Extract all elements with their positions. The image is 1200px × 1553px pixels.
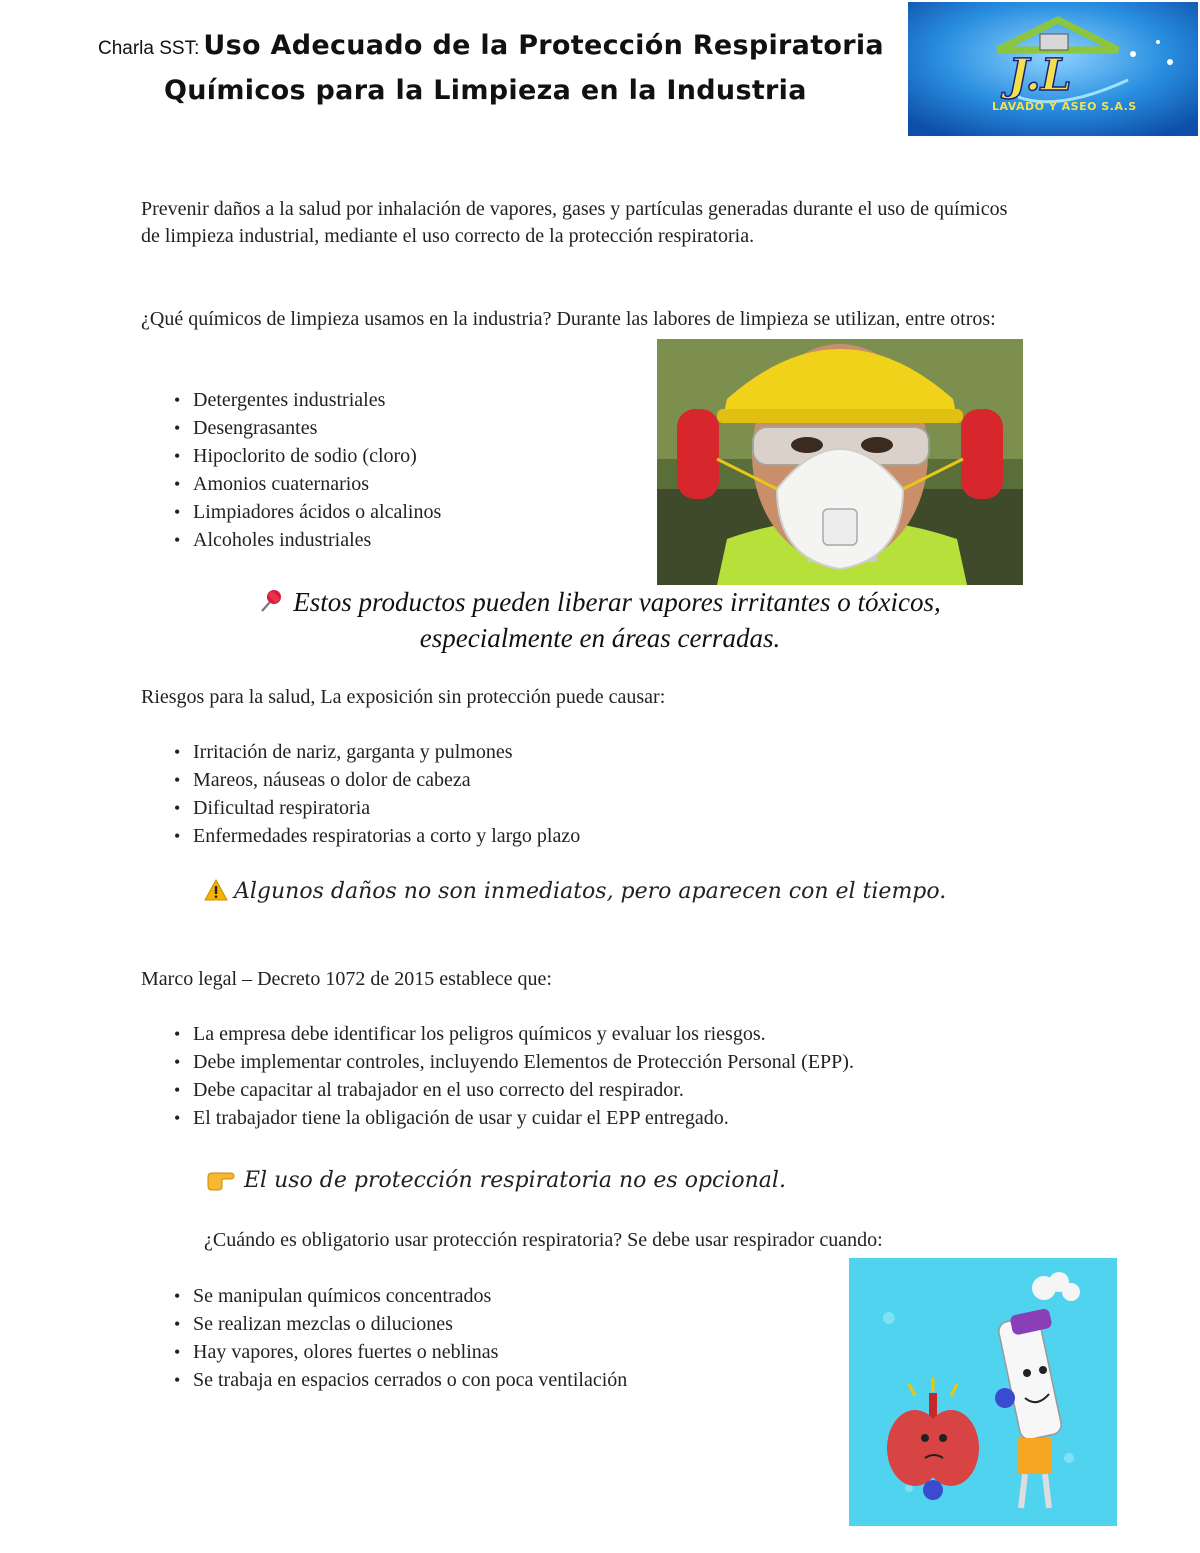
legal-list bbox=[141, 1020, 1041, 1132]
callout-text-1: Estos productos pueden liberar vapores irritantes o tóxicos, bbox=[293, 587, 941, 617]
risks-list bbox=[141, 738, 841, 850]
worker-respirator-photo bbox=[657, 339, 1023, 585]
list-item: • Amonios cuaternarios bbox=[141, 470, 641, 498]
list-item: • Irritación de nariz, garganta y pulmones bbox=[141, 738, 841, 766]
list-item: • La empresa debe identificar los peligros químicos y evaluar los riesgos. bbox=[141, 1020, 1041, 1048]
list-item: • Se realizan mezclas o diluciones bbox=[141, 1310, 821, 1338]
chemicals-list bbox=[141, 386, 641, 554]
logo-letters: J.L bbox=[1008, 50, 1072, 101]
risks-intro: Riesgos para la salud, La exposición sin protección puede causar: bbox=[141, 686, 666, 708]
list-item: • Debe capacitar al trabajador en el uso correcto del respirador. bbox=[141, 1076, 1041, 1104]
list-item: • Hipoclorito de sodio (cloro) bbox=[141, 442, 641, 470]
warning-icon bbox=[204, 879, 228, 901]
page-subtitle: Químicos para la Limpieza en la Industria bbox=[164, 75, 807, 106]
list-item: • Dificultad respiratoria bbox=[141, 794, 841, 822]
callout-text-3: El uso de protección respiratoria no es opcional. bbox=[244, 1168, 786, 1193]
list-item: • Hay vapores, olores fuertes o neblinas bbox=[141, 1338, 821, 1366]
worker-photo-illustration bbox=[657, 339, 1023, 585]
cartoon-illustration bbox=[849, 1258, 1117, 1526]
when-intro: ¿Cuándo es obligatorio usar protección respiratoria? Se debe usar respirador cuando: bbox=[204, 1229, 883, 1251]
title-line-1 bbox=[98, 30, 884, 61]
company-logo bbox=[908, 2, 1198, 136]
chemicals-intro: ¿Qué químicos de limpieza usamos en la industria? Durante las labores de limpieza se utilizan, entre otros: bbox=[141, 308, 996, 330]
pushpin-icon bbox=[259, 588, 285, 614]
objective-paragraph: Prevenir daños a la salud por inhalación de vapores, gases y partículas generadas durante el uso de químicos de limpieza industrial, mediante el uso correcto de la protección respiratoria. bbox=[141, 198, 1008, 247]
callout-line-2: especialmente en áreas cerradas. bbox=[419, 623, 781, 653]
list-item: • El trabajador tiene la obligación de usar y cuidar el EPP entregado. bbox=[141, 1104, 1041, 1132]
list-item: • Limpiadores ácidos o alcalinos bbox=[141, 498, 641, 526]
list-item: • Mareos, náuseas o dolor de cabeza bbox=[141, 766, 841, 794]
list-item: • Alcoholes industriales bbox=[141, 526, 641, 554]
list-item: • Detergentes industriales bbox=[141, 386, 641, 414]
mandatory-protection-callout bbox=[206, 1167, 1006, 1193]
list-item: • Enfermedades respiratorias a corto y largo plazo bbox=[141, 822, 841, 850]
list-item: • Se trabaja en espacios cerrados o con poca ventilación bbox=[141, 1366, 821, 1394]
pointing-hand-icon bbox=[206, 1167, 236, 1191]
list-item: • Desengrasantes bbox=[141, 414, 641, 442]
logo-text: LAVADO Y ASEO S.A.S bbox=[992, 100, 1137, 113]
list-item: • Debe implementar controles, incluyendo Elementos de Protección Personal (EPP). bbox=[141, 1048, 1041, 1076]
callout-line-1 bbox=[160, 584, 1040, 620]
vapors-warning-callout bbox=[160, 584, 1040, 656]
callout-text-2: Algunos daños no son inmediatos, pero aparecen con el tiempo. bbox=[234, 879, 947, 904]
legal-intro: Marco legal – Decreto 1072 de 2015 establece que: bbox=[141, 968, 552, 990]
when-list bbox=[141, 1282, 821, 1394]
delayed-damage-callout bbox=[204, 879, 1004, 904]
title-prefix: Charla SST: bbox=[98, 38, 200, 59]
lungs-vs-cigarette-illustration bbox=[849, 1258, 1117, 1526]
list-item: • Se manipulan químicos concentrados bbox=[141, 1282, 821, 1310]
page-title: Uso Adecuado de la Protección Respiratoria bbox=[203, 30, 884, 61]
